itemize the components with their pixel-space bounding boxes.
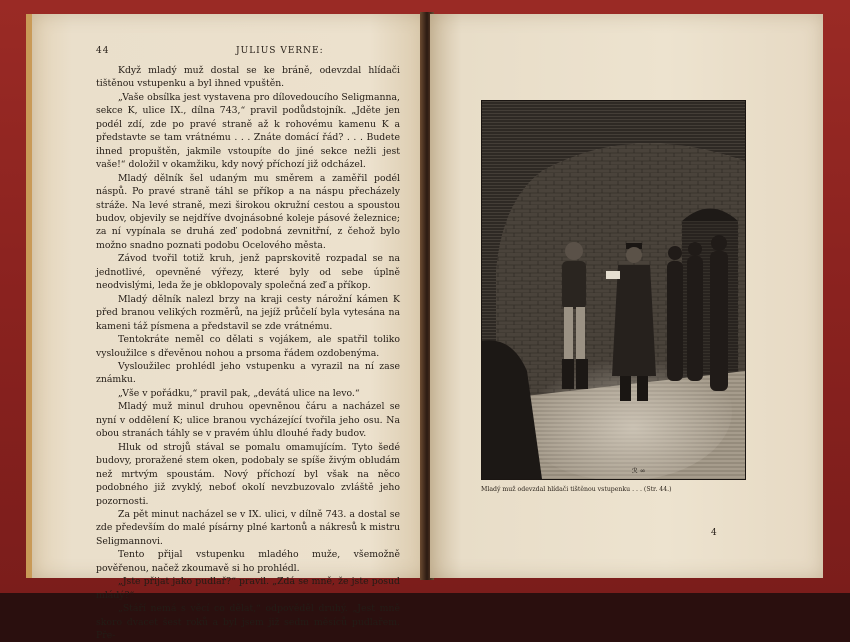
- paragraph: „Jste přijat jako pudlař?“ pravil. „Zdá se mně, že jste posud mládý?“: [96, 576, 400, 601]
- running-head: JULIUS VERNE:: [236, 46, 324, 56]
- paragraph: „Stáří nemá s věcí co dělat,“ odpověděl druhý. „Jest mně skoro dvacet šest roků a byl jsem již sedm měsíců pudlařem. Pře-: [96, 603, 400, 642]
- paragraph: Za pět minut nacházel se v IX. ulici, v dílně 743. a dostal se zde především do malé písárny plné kartonů a nákresů k mistru Seligmannovi.: [96, 508, 400, 547]
- paragraph: Mladý muž minul druhou opevněnou čáru a nacházel se nyní v oddělení K; ulice branou vycházející tvořila jeho osu. Na obou stranách táhly se v pravém úhlu dlouhé řady budov.: [96, 401, 400, 440]
- right-page-number: 4: [711, 528, 717, 538]
- paragraph: „Vaše obsílka jest vystavena pro dílovedoucího Seligmanna, sekce K, ulice IX., dílna 743,“ pravil podůdstojník. „Jděte jen podél zdí, zde po pravé straně až k rohovému kamenu K a představte se tam vrátnému . . . Znáte domácí řád? . . . Budete ihned propuštěn, jakmile vstoupíte do jiné sekce nežli jest vaše!“ doložil v okamžiku, kdy nový příchozí již odcházel.: [96, 91, 400, 171]
- paragraph: Mladý dělník šel udaným mu směrem a zaměřil podél náspů. Po pravé straně táhl se příkop a na náspu přecházely stráže. Na levé straně, mezi širokou okružní cestou a spoustou budov, objevily se nejdříve dvojnásobné koleje pásové železnice; za ní vypínala se druhá zeď podobná zevnitřní, z čehož bylo možno snadno poznati podobu Ocelového města.: [96, 172, 400, 251]
- paragraph: Vysloužilec prohlédl jeho vstupenku a vyrazil na ní zase známku.: [96, 360, 400, 386]
- paragraph: Když mladý muž dostal se ke bráně, odevzdal hlídači tištěnou vstupenku a byl ihned vpuštěn.: [96, 65, 400, 90]
- svg-text:ℛ ∞: ℛ ∞: [632, 467, 646, 475]
- left-page-text: [96, 64, 400, 642]
- engraving-picture: [482, 101, 745, 479]
- paragraph: Hluk od strojů stával se pomalu omamujícím. Tyto šedé budovy, proražené stem oken, podobaly se spíše živým obludám než mrtvým spoustám. Nový příchozí byl však na něco podobného již zvyklý, neboť okolí nevzbuzovalo zvláště jeho pozornosti.: [96, 441, 400, 507]
- paragraph: „Vše v pořádku,“ pravil pak, „devátá ulice na levo.“: [118, 387, 360, 399]
- illustration-caption: Mladý muž odevzdal hlídači tištěnou vstupenku . . . (Str. 44.): [481, 486, 672, 493]
- paragraph: Tentokráte neměl co dělati s vojákem, ale spatřil toliko vysloužilce s dřevěnou nohou a prsoma řádem ozdobenýma.: [96, 334, 400, 359]
- engraving-illustration: [481, 100, 746, 480]
- paragraph: Tento přijal vstupenku mladého muže, všemožně pověřenou, načež zkoumavě si ho prohlédl.: [96, 549, 400, 574]
- paragraph: Mladý dělník nalezl brzy na kraji cesty nárožní kámen K před branou velikých rozměrů, na jejíž průčelí byla vytesána na kameni táž písmena a představil se zde vrátnému.: [96, 293, 400, 332]
- left-page-number: 44: [96, 46, 110, 56]
- paragraph: Závod tvořil totiž kruh, jenž paprskovitě rozpadal se na jednotlivé, opevněné výřezy, které byly od sebe úplně neodvislými, leda že je obklopovaly společná zeď a příkop.: [96, 253, 400, 292]
